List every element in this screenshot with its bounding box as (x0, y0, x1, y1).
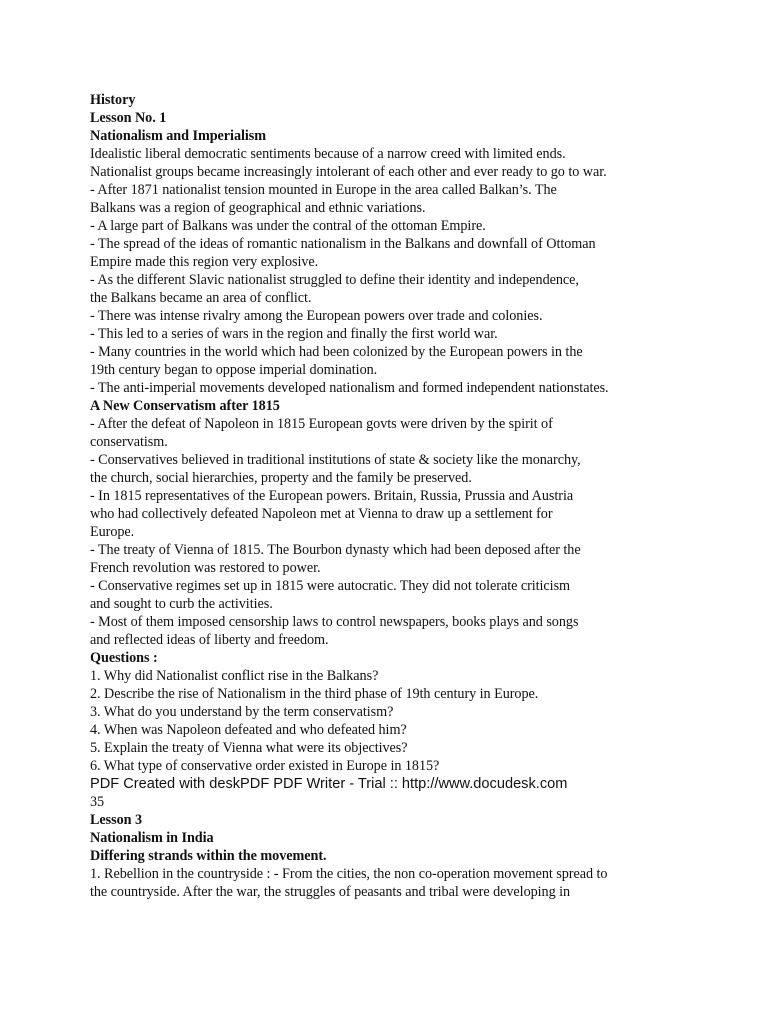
text-line: 3. What do you understand by the term conservatism? (90, 704, 394, 720)
heading-line: Lesson No. 1 (90, 110, 167, 126)
text-line: - Many countries in the world which had been colonized by the European powers in the (90, 344, 583, 360)
text-line: - A large part of Balkans was under the contral of the ottoman Empire. (90, 218, 486, 234)
text-line: - In 1815 representatives of the European powers. Britain, Russia, Prussia and Austria (90, 488, 574, 504)
text-line: - As the different Slavic nationalist struggled to define their identity and independence, (90, 272, 579, 288)
text-line: 2. Describe the rise of Nationalism in the third phase of 19th century in Europe. (90, 686, 539, 702)
heading-line: History (90, 92, 136, 108)
text-line: - After the defeat of Napoleon in 1815 European govts were driven by the spirit of (90, 416, 553, 432)
text-line: French revolution was restored to power. (90, 560, 321, 576)
text-line: 19th century began to oppose imperial domination. (90, 362, 378, 378)
text-line: Balkans was a region of geographical and ethnic variations. (90, 200, 426, 216)
heading-line: Nationalism and Imperialism (90, 128, 267, 144)
text-line: - After 1871 nationalist tension mounted in Europe in the area called Balkan’s. The (90, 182, 557, 198)
text-line: 5. Explain the treaty of Vienna what were its objectives? (90, 740, 408, 756)
heading-line: Nationalism in India (90, 830, 214, 846)
heading-line: Questions : (90, 650, 158, 666)
text-line: and sought to curb the activities. (90, 596, 273, 612)
text-line: 1. Rebellion in the countryside : - From the cities, the non co-operation movement spread to (90, 866, 608, 882)
text-line: the Balkans became an area of conflict. (90, 290, 312, 306)
heading-line: A New Conservatism after 1815 (90, 398, 280, 414)
text-line: - Most of them imposed censorship laws to control newspapers, books plays and songs (90, 614, 579, 630)
text-line: conservatism. (90, 434, 168, 450)
text-line: 4. When was Napoleon defeated and who defeated him? (90, 722, 407, 738)
heading-line: Lesson 3 (90, 812, 143, 828)
text-line: - The anti-imperial movements developed nationalism and formed independent nationstates. (90, 380, 609, 396)
text-line: Empire made this region very explosive. (90, 254, 319, 270)
text-line: the countryside. After the war, the struggles of peasants and tribal were developing in (90, 884, 571, 900)
text-line: who had collectively defeated Napoleon met at Vienna to draw up a settlement for (90, 506, 553, 522)
text-line: - The spread of the ideas of romantic nationalism in the Balkans and downfall of Ottoman (90, 236, 596, 252)
text-line: Europe. (90, 524, 135, 540)
text-line: - Conservatives believed in traditional institutions of state & society like the monarchy, (90, 452, 581, 468)
footer-watermark-line: PDF Created with deskPDF PDF Writer - Trial :: http://www.docudesk.com (90, 776, 568, 792)
text-line: - The treaty of Vienna of 1815. The Bourbon dynasty which had been deposed after the (90, 542, 581, 558)
text-line: Idealistic liberal democratic sentiments because of a narrow creed with limited ends. (90, 146, 566, 162)
text-line: 1. Why did Nationalist conflict rise in the Balkans? (90, 668, 379, 684)
heading-line: Differing strands within the movement. (90, 848, 327, 864)
text-line: the church, social hierarchies, property and the family be preserved. (90, 470, 472, 486)
text-line: Nationalist groups became increasingly intolerant of each other and ever ready to go to war. (90, 164, 607, 180)
document-page (90, 91, 750, 901)
text-line: 6. What type of conservative order existed in Europe in 1815? (90, 758, 440, 774)
text-line: - Conservative regimes set up in 1815 were autocratic. They did not tolerate criticism (90, 578, 571, 594)
text-line: 35 (90, 794, 105, 810)
text-line: - This led to a series of wars in the region and finally the first world war. (90, 326, 498, 342)
text-line: and reflected ideas of liberty and freedom. (90, 632, 329, 648)
text-line: - There was intense rivalry among the European powers over trade and colonies. (90, 308, 543, 324)
